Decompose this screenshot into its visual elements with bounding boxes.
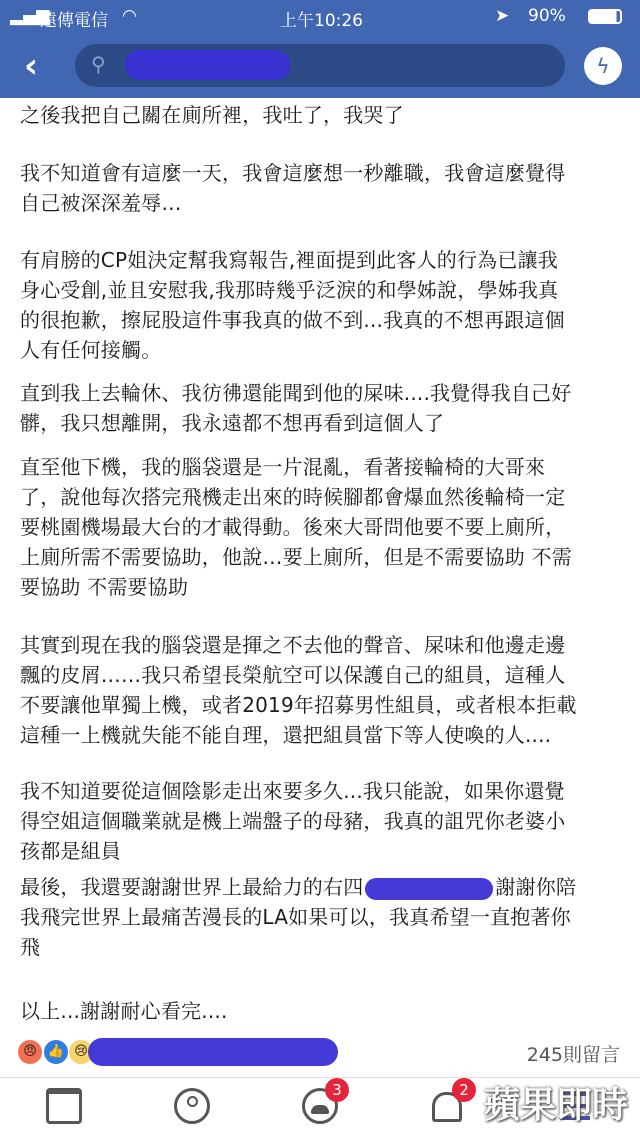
wifi-icon: ◠ <box>122 6 137 26</box>
clock: 上午10:26 <box>280 11 363 31</box>
groups-badge: 3 <box>325 1078 349 1102</box>
line: 身心受創,並且安慰我,我那時幾乎泛淚的和學姊說，學姊我真 <box>20 278 559 302</box>
line: 以上...謝謝耐心看完.... <box>20 999 228 1023</box>
line: 孩都是組員 <box>20 839 121 863</box>
redaction-scribble <box>125 50 290 80</box>
paragraph <box>20 872 630 962</box>
paragraph <box>20 996 630 1026</box>
paragraph <box>20 452 630 602</box>
top-bar <box>0 0 640 98</box>
line: 的很抱歉，擦屁股這件事我真的做不到...我真的不想再跟這個 <box>20 308 565 332</box>
line: 飛 <box>20 935 41 959</box>
line <box>20 872 630 902</box>
signal-icon: ▂▄▆ <box>10 6 50 26</box>
paragraph <box>20 378 630 438</box>
sad-icon: 😢 <box>69 1040 93 1064</box>
line: 要桃園機場最大台的才載得動。後來大哥問他要不要上廁所， <box>20 515 566 539</box>
line: 有肩膀的CP姐決定幫我寫報告,裡面提到此客人的行為已讓我 <box>20 248 558 272</box>
line: 得空姐這個職業就是機上端盤子的母豬，我真的詛咒你老婆小 <box>20 809 566 833</box>
battery-level: 90% <box>528 6 566 26</box>
line: 其實到現在我的腦袋還是揮之不去他的聲音、屎味和他邊走邊 <box>20 633 566 657</box>
line: 我飛完世界上最痛苦漫長的LA如果可以，我真希望一直抱著你 <box>20 905 571 929</box>
reactions-bar[interactable] <box>0 1032 640 1072</box>
search-input[interactable] <box>75 44 565 87</box>
line-part: 謝謝你陪 <box>495 875 577 899</box>
paragraph <box>20 100 630 130</box>
watermark-logo: 蘋果即時 <box>484 1085 629 1126</box>
line: 我不知道會有這麼一天，我會這麼想一秒離職，我會這麼覺得 <box>20 161 566 185</box>
line: 我不知道要從這個陰影走出來要多久...我只能說，如果你還覺 <box>20 779 565 803</box>
messenger-icon[interactable]: ϟ <box>584 47 622 85</box>
paragraph <box>20 776 630 866</box>
profile-icon[interactable] <box>174 1088 210 1124</box>
location-icon: ➤ <box>495 6 510 26</box>
search-icon: ⚲ <box>91 52 106 76</box>
line: 人有任何接觸。 <box>20 338 162 362</box>
profile-head-shape <box>187 1096 198 1107</box>
notifications-badge: 2 <box>452 1078 476 1102</box>
paragraph <box>20 630 630 750</box>
line: 了，說他每次搭完飛機走出來的時候腳都會爆血然後輪椅一定 <box>20 485 566 509</box>
line: 自己被深深羞辱… <box>20 191 182 215</box>
line: 之後我把自己關在廁所裡，我吐了，我哭了 <box>20 103 404 127</box>
comment-count[interactable]: 245則留言 <box>526 1044 620 1066</box>
back-icon[interactable]: ‹ <box>24 46 39 86</box>
redaction-scribble <box>88 1038 338 1066</box>
line-part: 最後，我還要謝謝世界上最給力的右四 <box>20 875 364 899</box>
redaction-scribble <box>365 878 493 900</box>
line: 這種一上機就失能不能自理，還把組員當下等人使喚的人.... <box>20 723 552 747</box>
news-feed-icon[interactable] <box>46 1088 82 1124</box>
angry-icon: 😠 <box>18 1040 42 1064</box>
line: 不要讓他單獨上機，或者2019年招募男性組員，或者根本拒載 <box>20 693 577 717</box>
like-icon: 👍 <box>44 1040 68 1064</box>
paragraph <box>20 245 630 365</box>
line: 直到我上去輪休、我彷彿還能聞到他的屎味....我覺得我自己好 <box>20 381 572 405</box>
line: 直至他下機，我的腦袋還是一片混亂，看著接輪椅的大哥來 <box>20 455 546 479</box>
battery-icon <box>588 9 622 24</box>
paragraph <box>20 158 630 218</box>
carrier: 遠傳電信 <box>40 11 108 31</box>
line: 飄的皮屑……我只希望長榮航空可以保護自己的組員，這種人 <box>20 663 566 687</box>
line: 髒，我只想離開，我永遠都不想再看到這個人了 <box>20 411 445 435</box>
line: 要協助 不需要協助 <box>20 575 189 599</box>
groups-people-shape <box>311 1105 329 1114</box>
line: 上廁所需不需要協助，他說…要上廁所，但是不需要協助 不需 <box>20 545 572 569</box>
